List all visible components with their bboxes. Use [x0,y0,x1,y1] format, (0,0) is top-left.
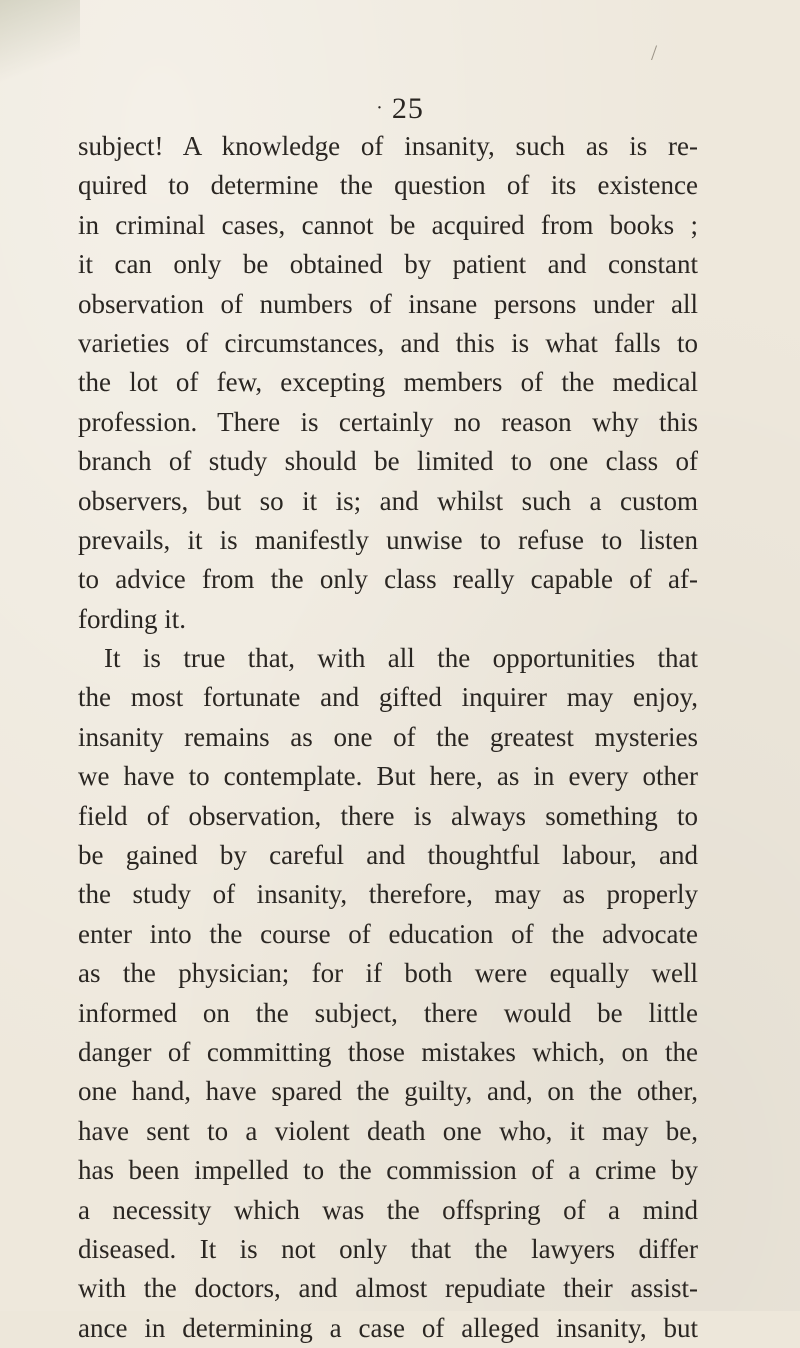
text-line: has been impelled to the commission of a crime by [78,1155,698,1186]
text-line: in criminal cases, cannot be acquired from books ; [78,209,698,240]
text-line: danger of committing those mistakes which, on the [78,1036,698,1067]
text-line: the most fortunate and gifted inquirer may enjoy, [78,682,698,713]
text-line: observers, but so it is; and whilst such a custom [78,485,698,516]
text-line: branch of study should be limited to one class of [78,446,698,477]
text-line: fording it. [78,603,186,634]
stray-pencil-mark: / [651,40,658,65]
page-number-prefix: · [376,97,384,119]
text-line: a necessity which was the offspring of a mind [78,1194,698,1225]
text-line: field of observation, there is always something to [78,800,698,831]
text-line: we have to contemplate. But here, as in every other [78,761,698,792]
text-line: prevails, it is manifestly unwise to refuse to listen [78,524,698,555]
text-line: as the physician; for if both were equally well [78,958,698,989]
text-line: subject! A knowledge of insanity, such as is re- [78,131,698,161]
text-line: it can only be obtained by patient and constant [78,249,698,280]
text-line: enter into the course of education of the advocate [78,918,698,949]
text-line: informed on the subject, there would be little [78,997,698,1028]
text-line: one hand, have spared the guilty, and, on the other, [78,1076,698,1107]
text-line: It is true that, with all the opportunities that [104,643,698,674]
text-line: be gained by careful and thoughtful labour, and [78,840,698,871]
text-line: varieties of circumstances, and this is what falls to [78,327,698,358]
text-line: profession. There is certainly no reason why this [78,406,698,437]
text-line: insanity remains as one of the greatest mysteries [78,721,698,752]
text-line: with the doctors, and almost repudiate their assist- [78,1273,698,1304]
paper-stain [0,0,80,90]
page-number-value: 25 [391,92,424,125]
text-line: quired to determine the question of its existence [78,170,698,201]
text-line: ance in determining a case of alleged insanity, but [78,1312,698,1343]
page-number [0,92,800,126]
body-text [78,127,698,1348]
text-line: to advice from the only class really capable of af- [78,564,698,595]
text-line: the study of insanity, therefore, may as properly [78,879,698,910]
text-line: have sent to a violent death one who, it may be, [78,1115,698,1146]
text-line: the lot of few, excepting members of the medical [78,367,698,398]
text-line: diseased. It is not only that the lawyers differ [78,1233,698,1264]
text-line: observation of numbers of insane persons under all [78,288,698,319]
